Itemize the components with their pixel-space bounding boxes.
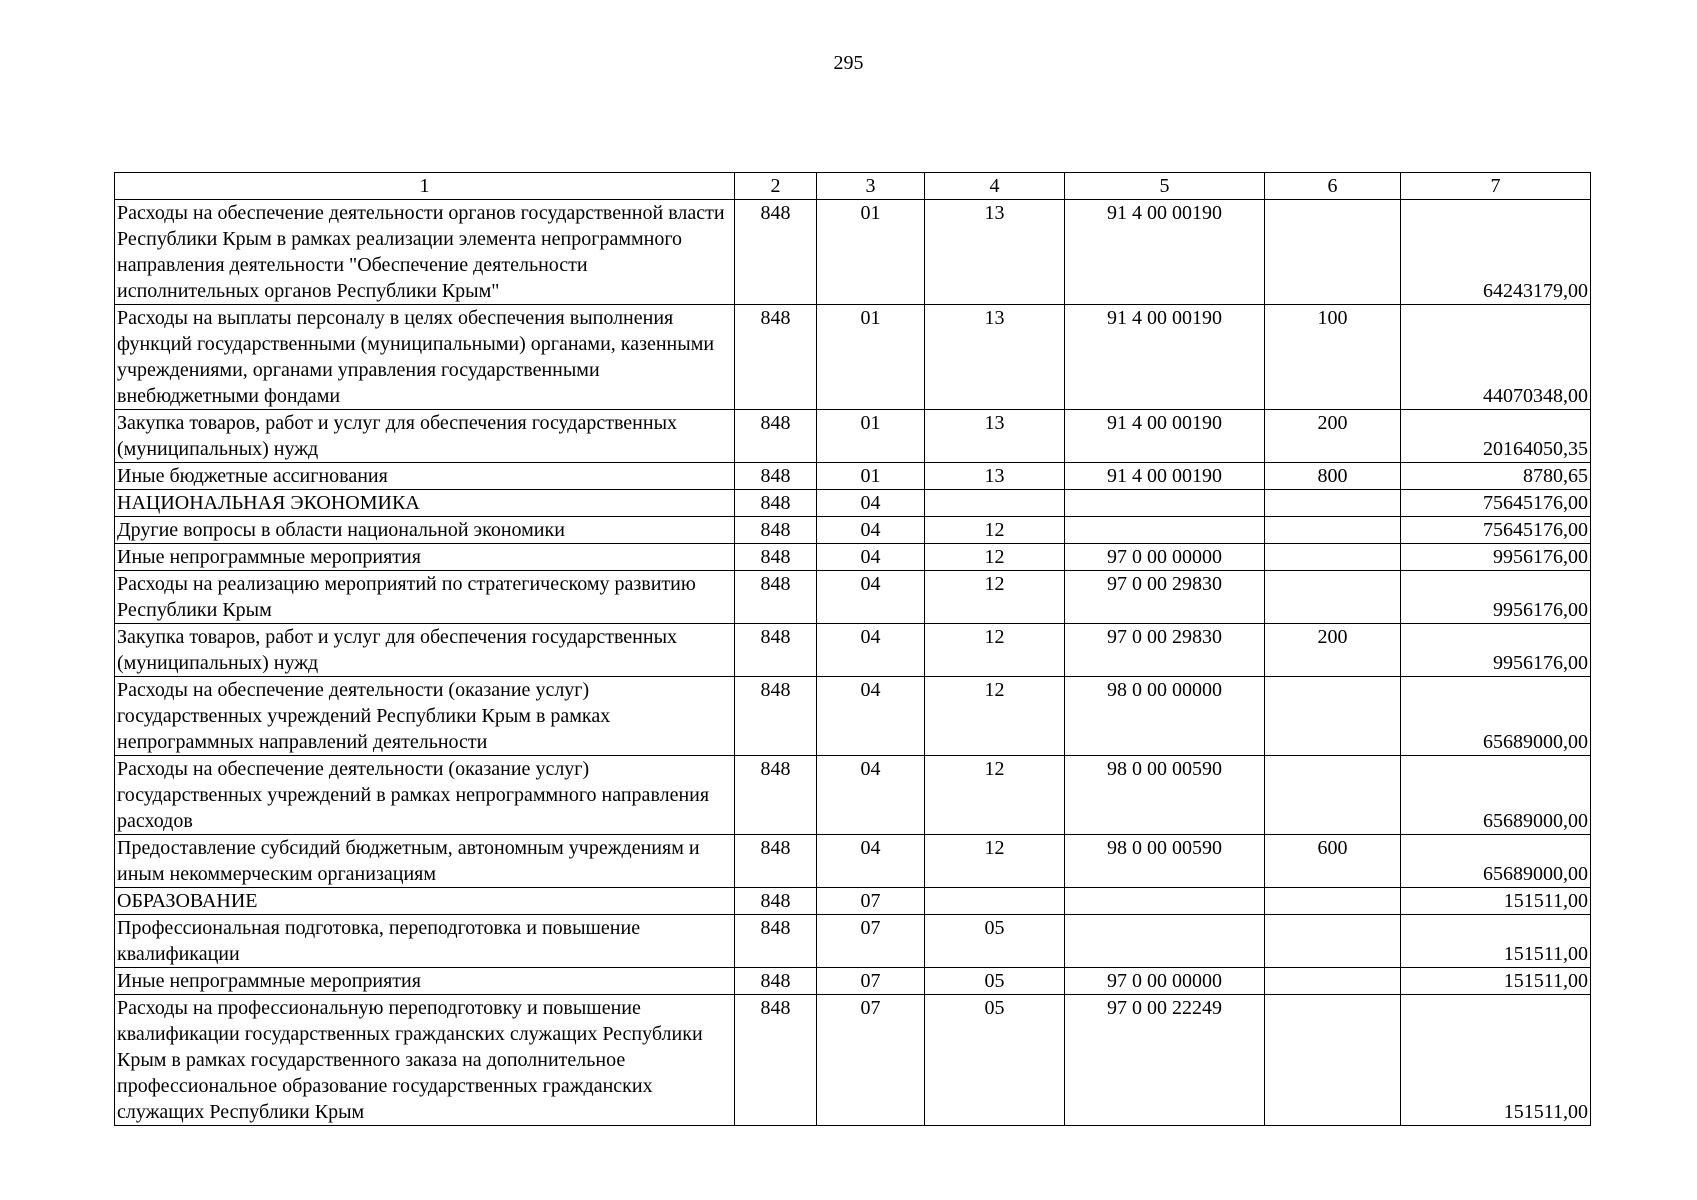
- amount: 9956176,00: [1401, 544, 1591, 571]
- section-code: 07: [817, 968, 925, 995]
- section-code: 01: [817, 463, 925, 490]
- table-row: [115, 305, 1591, 410]
- target-article-code: 98 0 00 00000: [1065, 677, 1265, 756]
- admin-code: 848: [735, 756, 817, 835]
- table-row: [115, 756, 1591, 835]
- subsection-code: 12: [925, 835, 1065, 888]
- column-header: 1: [115, 173, 735, 200]
- row-name: Иные непрограммные мероприятия: [115, 544, 735, 571]
- admin-code: 848: [735, 490, 817, 517]
- row-name: Закупка товаров, работ и услуг для обеспечения государственных (муниципальных) нужд: [115, 624, 735, 677]
- target-article-code: 91 4 00 00190: [1065, 463, 1265, 490]
- expense-type-code: [1265, 915, 1401, 968]
- section-code: 04: [817, 571, 925, 624]
- table-row: [115, 544, 1591, 571]
- expense-type-code: 600: [1265, 835, 1401, 888]
- target-article-code: 97 0 00 00000: [1065, 968, 1265, 995]
- row-name: Иные бюджетные ассигнования: [115, 463, 735, 490]
- admin-code: 848: [735, 410, 817, 463]
- table-row: [115, 490, 1591, 517]
- table-row: [115, 410, 1591, 463]
- section-code: 07: [817, 915, 925, 968]
- table-row: [115, 995, 1591, 1126]
- table-row: [115, 571, 1591, 624]
- expense-type-code: [1265, 571, 1401, 624]
- page-number: 295: [833, 52, 864, 74]
- row-name: Расходы на обеспечение деятельности органов государственной власти Республики Крым в рамках реализации элемента непрограммного направления деятельности "Обеспечение деятельности исполнительных органов Республики Крым": [115, 200, 735, 305]
- amount: 64243179,00: [1401, 200, 1591, 305]
- expense-type-code: [1265, 544, 1401, 571]
- table-row: [115, 517, 1591, 544]
- admin-code: 848: [735, 968, 817, 995]
- table-row: [115, 915, 1591, 968]
- target-article-code: 97 0 00 22249: [1065, 995, 1265, 1126]
- subsection-code: 12: [925, 677, 1065, 756]
- target-article-code: 97 0 00 29830: [1065, 624, 1265, 677]
- amount: 65689000,00: [1401, 835, 1591, 888]
- table-body: [115, 200, 1591, 1126]
- section-code: 04: [817, 624, 925, 677]
- section-code: 01: [817, 410, 925, 463]
- expense-type-code: [1265, 888, 1401, 915]
- table-row: [115, 624, 1591, 677]
- target-article-code: [1065, 888, 1265, 915]
- row-name: НАЦИОНАЛЬНАЯ ЭКОНОМИКА: [115, 490, 735, 517]
- subsection-code: 05: [925, 995, 1065, 1126]
- amount: 151511,00: [1401, 968, 1591, 995]
- amount: 9956176,00: [1401, 571, 1591, 624]
- table-row: [115, 200, 1591, 305]
- admin-code: 848: [735, 835, 817, 888]
- admin-code: 848: [735, 624, 817, 677]
- subsection-code: 13: [925, 200, 1065, 305]
- row-name: Предоставление субсидий бюджетным, автономным учреждениям и иным некоммерческим организациям: [115, 835, 735, 888]
- target-article-code: 91 4 00 00190: [1065, 410, 1265, 463]
- expense-type-code: 200: [1265, 410, 1401, 463]
- section-code: 04: [817, 677, 925, 756]
- amount: 151511,00: [1401, 995, 1591, 1126]
- section-code: 04: [817, 544, 925, 571]
- section-code: 01: [817, 305, 925, 410]
- subsection-code: 13: [925, 410, 1065, 463]
- header-row: [115, 173, 1591, 200]
- row-name: Расходы на обеспечение деятельности (оказание услуг) государственных учреждений Республики Крым в рамках непрограммных направлений деятельности: [115, 677, 735, 756]
- subsection-code: 12: [925, 756, 1065, 835]
- target-article-code: 91 4 00 00190: [1065, 200, 1265, 305]
- column-header: 3: [817, 173, 925, 200]
- expense-type-code: [1265, 995, 1401, 1126]
- row-name: Расходы на реализацию мероприятий по стратегическому развитию Республики Крым: [115, 571, 735, 624]
- row-name: Другие вопросы в области национальной экономики: [115, 517, 735, 544]
- column-header: 2: [735, 173, 817, 200]
- target-article-code: 98 0 00 00590: [1065, 835, 1265, 888]
- subsection-code: 12: [925, 571, 1065, 624]
- target-article-code: 97 0 00 29830: [1065, 571, 1265, 624]
- subsection-code: 12: [925, 517, 1065, 544]
- target-article-code: [1065, 915, 1265, 968]
- expense-type-code: 200: [1265, 624, 1401, 677]
- target-article-code: [1065, 517, 1265, 544]
- section-code: 07: [817, 888, 925, 915]
- admin-code: 848: [735, 915, 817, 968]
- expense-type-code: [1265, 968, 1401, 995]
- section-code: 04: [817, 756, 925, 835]
- amount: 75645176,00: [1401, 517, 1591, 544]
- table-row: [115, 463, 1591, 490]
- subsection-code: 12: [925, 624, 1065, 677]
- column-header: 4: [925, 173, 1065, 200]
- budget-table: [114, 172, 1591, 1126]
- subsection-code: 13: [925, 305, 1065, 410]
- admin-code: 848: [735, 677, 817, 756]
- subsection-code: 13: [925, 463, 1065, 490]
- subsection-code: 05: [925, 968, 1065, 995]
- expense-type-code: 800: [1265, 463, 1401, 490]
- target-article-code: [1065, 490, 1265, 517]
- amount: 44070348,00: [1401, 305, 1591, 410]
- subsection-code: [925, 490, 1065, 517]
- target-article-code: 97 0 00 00000: [1065, 544, 1265, 571]
- amount: 65689000,00: [1401, 756, 1591, 835]
- amount: 8780,65: [1401, 463, 1591, 490]
- table-row: [115, 968, 1591, 995]
- row-name: Расходы на профессиональную переподготовку и повышение квалификации государственных гражданских служащих Республики Крым в рамках государственного заказа на дополнительное профессиональное образование государственных гражданских служащих Республики Крым: [115, 995, 735, 1126]
- row-name: Закупка товаров, работ и услуг для обеспечения государственных (муниципальных) нужд: [115, 410, 735, 463]
- target-article-code: 98 0 00 00590: [1065, 756, 1265, 835]
- amount: 151511,00: [1401, 888, 1591, 915]
- section-code: 04: [817, 490, 925, 517]
- expense-type-code: [1265, 756, 1401, 835]
- expense-type-code: [1265, 677, 1401, 756]
- column-header: 5: [1065, 173, 1265, 200]
- amount: 9956176,00: [1401, 624, 1591, 677]
- target-article-code: 91 4 00 00190: [1065, 305, 1265, 410]
- admin-code: 848: [735, 995, 817, 1126]
- admin-code: 848: [735, 888, 817, 915]
- amount: 75645176,00: [1401, 490, 1591, 517]
- expense-type-code: [1265, 490, 1401, 517]
- admin-code: 848: [735, 200, 817, 305]
- admin-code: 848: [735, 571, 817, 624]
- admin-code: 848: [735, 517, 817, 544]
- section-code: 04: [817, 517, 925, 544]
- amount: 20164050,35: [1401, 410, 1591, 463]
- section-code: 01: [817, 200, 925, 305]
- row-name: Расходы на обеспечение деятельности (оказание услуг) государственных учреждений в рамках непрограммного направления расходов: [115, 756, 735, 835]
- subsection-code: [925, 888, 1065, 915]
- table-row: [115, 888, 1591, 915]
- admin-code: 848: [735, 463, 817, 490]
- admin-code: 848: [735, 305, 817, 410]
- column-header: 7: [1401, 173, 1591, 200]
- table-row: [115, 677, 1591, 756]
- subsection-code: 05: [925, 915, 1065, 968]
- row-name: Расходы на выплаты персоналу в целях обеспечения выполнения функций государственными (муниципальными) органами, казенными учреждениями, органами управления государственными внебюджетными фондами: [115, 305, 735, 410]
- amount: 65689000,00: [1401, 677, 1591, 756]
- row-name: Иные непрограммные мероприятия: [115, 968, 735, 995]
- table-row: [115, 835, 1591, 888]
- section-code: 04: [817, 835, 925, 888]
- expense-type-code: [1265, 200, 1401, 305]
- amount: 151511,00: [1401, 915, 1591, 968]
- row-name: ОБРАЗОВАНИЕ: [115, 888, 735, 915]
- row-name: Профессиональная подготовка, переподготовка и повышение квалификации: [115, 915, 735, 968]
- section-code: 07: [817, 995, 925, 1126]
- admin-code: 848: [735, 544, 817, 571]
- column-header: 6: [1265, 173, 1401, 200]
- subsection-code: 12: [925, 544, 1065, 571]
- expense-type-code: [1265, 517, 1401, 544]
- expense-type-code: 100: [1265, 305, 1401, 410]
